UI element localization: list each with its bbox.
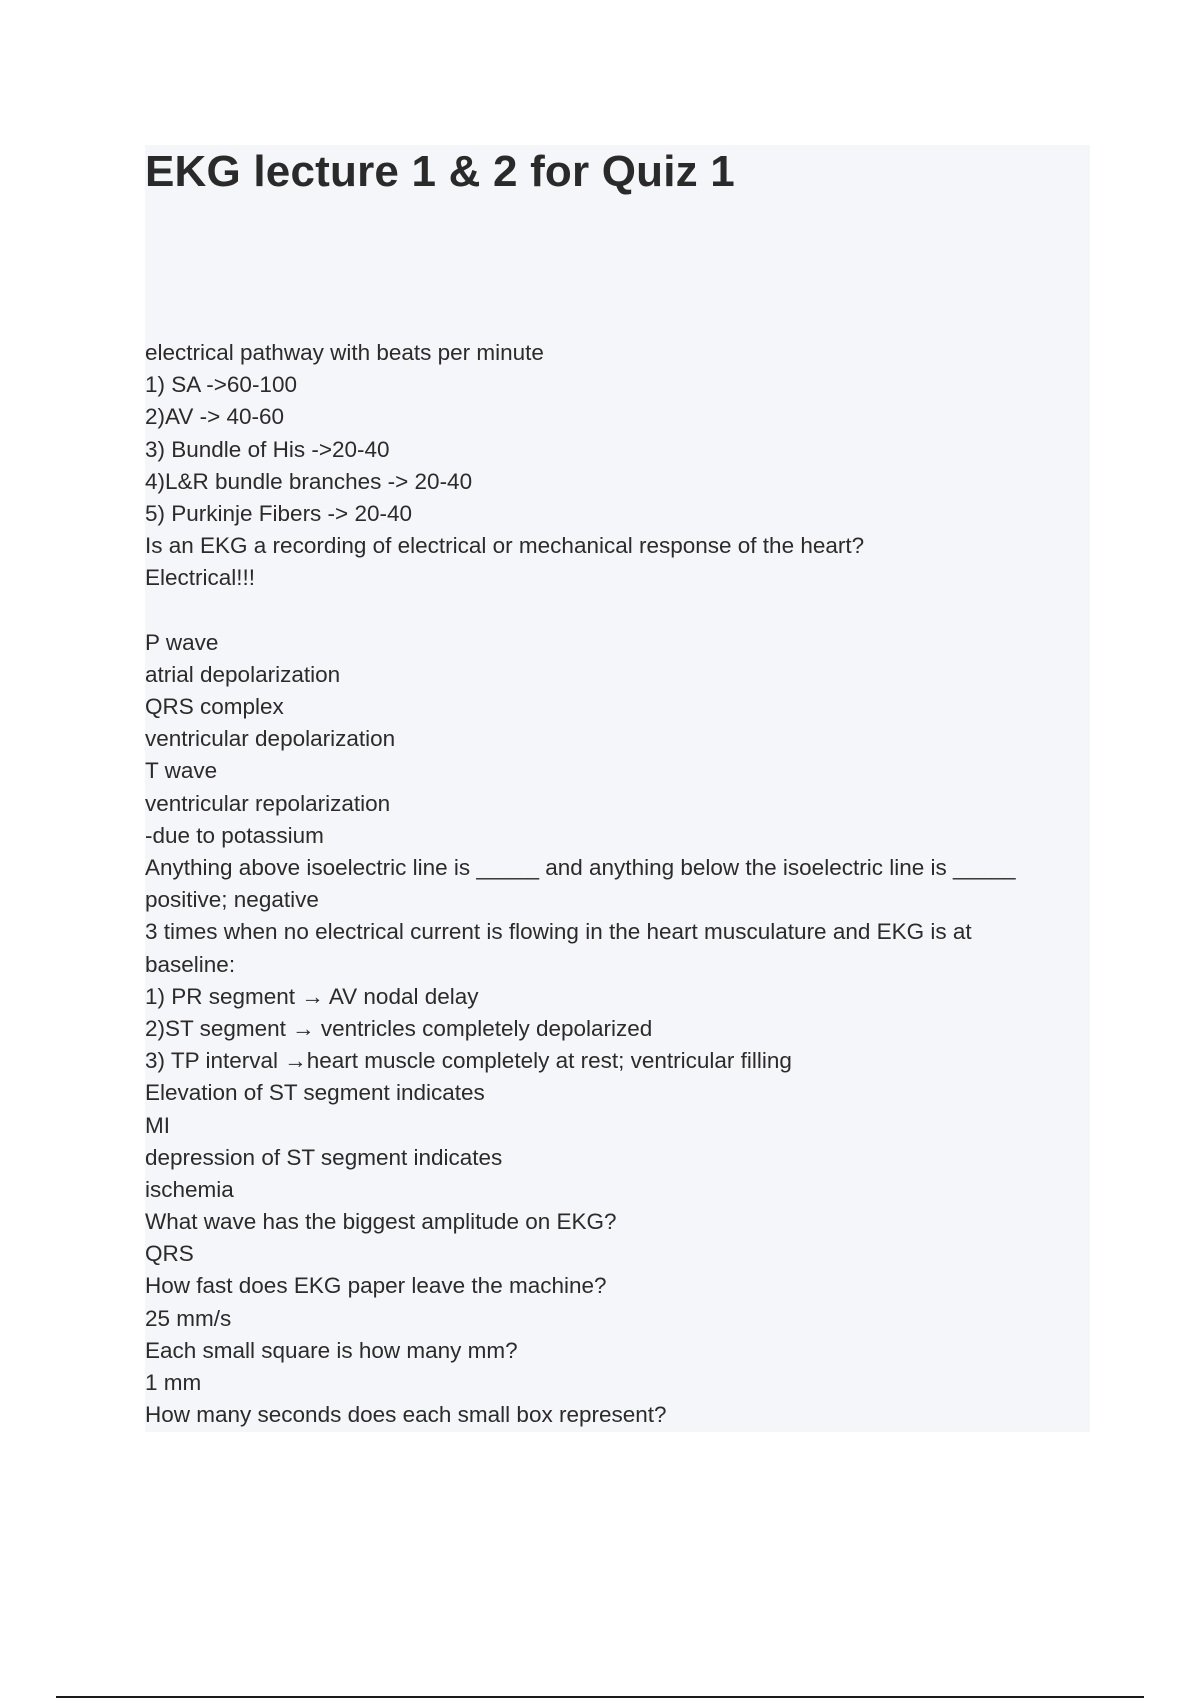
text-line: P wave bbox=[145, 629, 219, 655]
text-line: How fast does EKG paper leave the machine? bbox=[145, 1273, 607, 1299]
text-line: 1 mm bbox=[145, 1370, 202, 1395]
text-line: 3 times when no electrical current is flowing in the heart musculature and EKG is at bbox=[145, 919, 972, 945]
text-line: 25 mm/s bbox=[145, 1305, 232, 1331]
text-line: MI bbox=[145, 1112, 170, 1138]
text-line: ventricular depolarization bbox=[145, 726, 396, 752]
text-line: QRS bbox=[145, 1241, 194, 1267]
text-line: atrial depolarization bbox=[145, 661, 341, 687]
text-line: ventricular repolarization bbox=[145, 790, 391, 816]
text-line: 2)ST segment → ventricles completely depolarized bbox=[145, 1015, 653, 1041]
text-line: baseline: bbox=[145, 951, 236, 977]
text-line: 5) Purkinje Fibers -> 20-40 bbox=[145, 500, 412, 526]
text-line: QRS complex bbox=[145, 694, 284, 720]
text-line: How many seconds does each small box represent? bbox=[145, 1402, 667, 1428]
text-line: 1) PR segment → AV nodal delay bbox=[145, 983, 479, 1009]
text-line: -due to potassium bbox=[145, 822, 324, 848]
blank-line bbox=[145, 595, 1090, 627]
text-line: 4)L&R bundle branches -> 20-40 bbox=[145, 468, 473, 494]
text-line: What wave has the biggest amplitude on EKG? bbox=[145, 1209, 617, 1235]
text-line: depression of ST segment indicates bbox=[145, 1144, 503, 1170]
text-line: Anything above isoelectric line is _____ and anything below the isoelectric line is _____ bbox=[145, 855, 1016, 880]
text-line: 3) Bundle of His ->20-40 bbox=[145, 436, 390, 462]
text-line: 1) SA ->60-100 bbox=[145, 372, 297, 398]
footer-divider bbox=[56, 1696, 1144, 1698]
document-title: EKG lecture 1 & 2 for Quiz 1 bbox=[145, 147, 735, 196]
text-line: T wave bbox=[145, 758, 218, 784]
text-line: Is an EKG a recording of electrical or mechanical response of the heart? bbox=[145, 533, 865, 559]
text-line: 3) TP interval →heart muscle completely at rest; ventricular filling bbox=[145, 1048, 792, 1074]
text-line: positive; negative bbox=[145, 887, 319, 913]
text-line: 2)AV -> 40-60 bbox=[145, 404, 285, 430]
text-line: electrical pathway with beats per minute bbox=[145, 340, 544, 365]
document-body bbox=[145, 337, 1090, 1431]
text-line: Electrical!!! bbox=[145, 565, 256, 591]
text-line: Elevation of ST segment indicates bbox=[145, 1080, 485, 1106]
text-line: ischemia bbox=[145, 1176, 234, 1202]
text-line: Each small square is how many mm? bbox=[145, 1337, 518, 1363]
